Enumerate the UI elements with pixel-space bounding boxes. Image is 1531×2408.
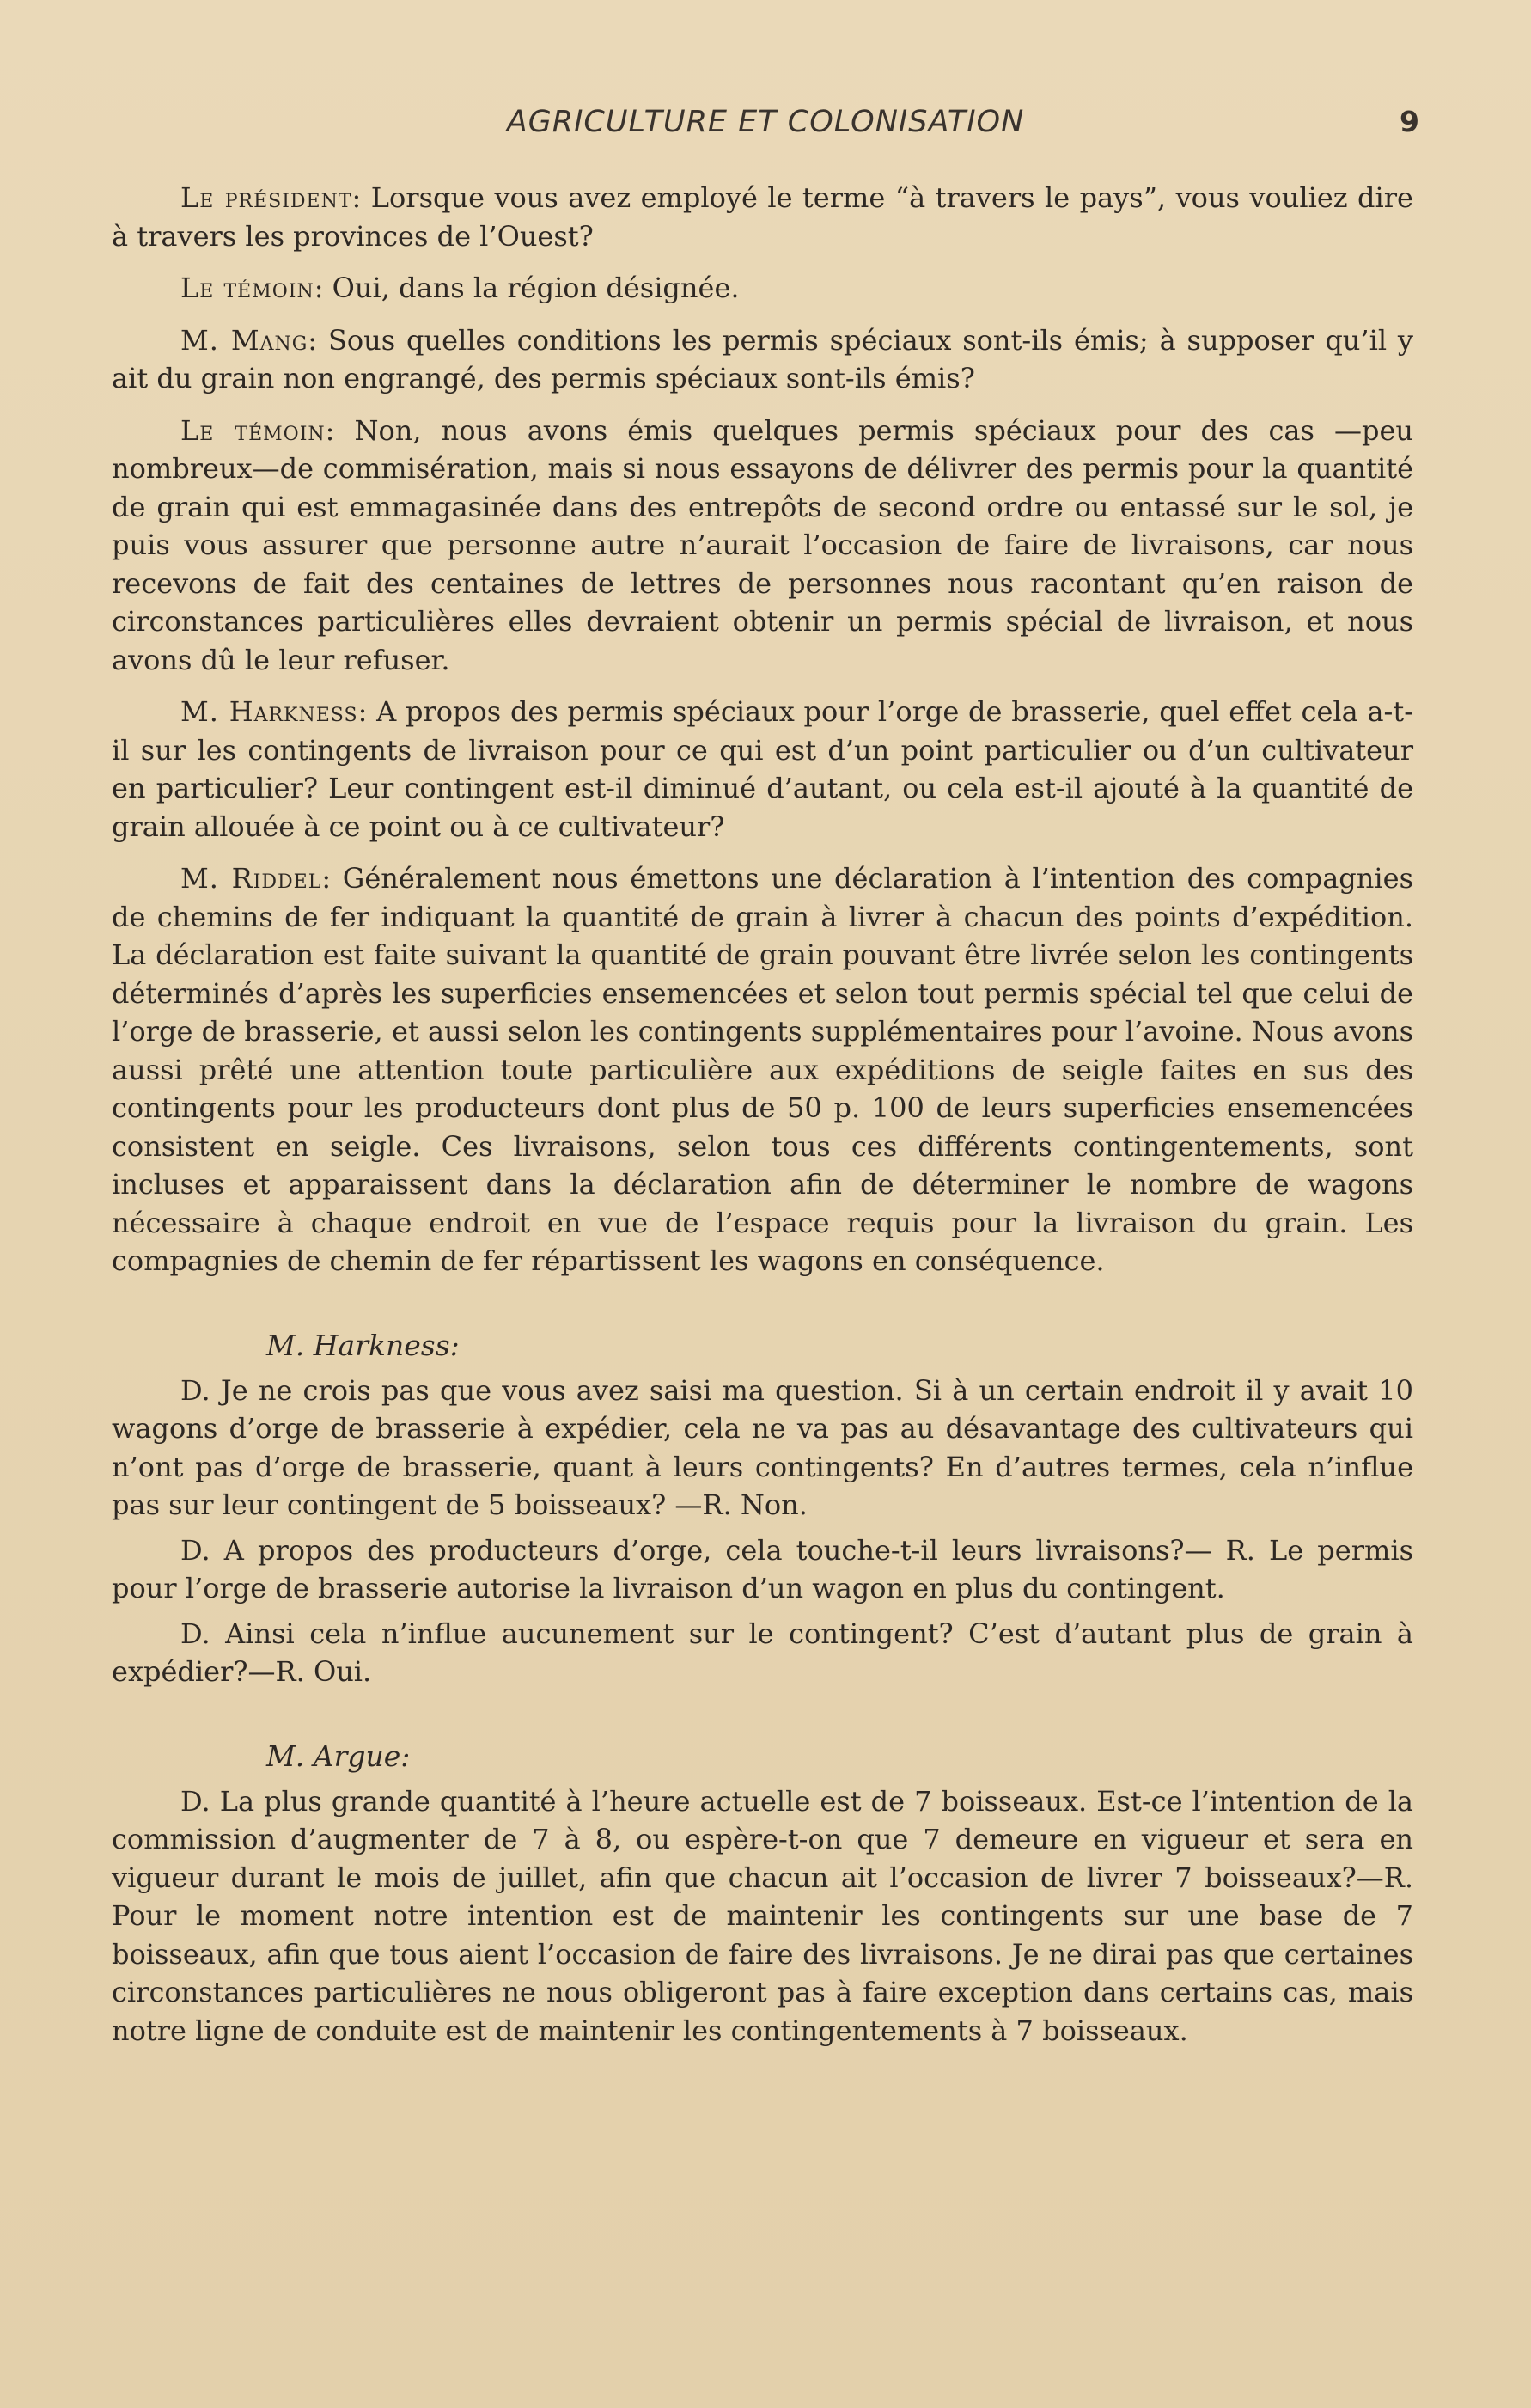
speaker-name: M. Riddel: [180, 862, 322, 895]
paragraph: [112, 269, 1413, 308]
witness-heading: M. Argue:: [266, 1739, 411, 1773]
paragraph-text: : Généralement nous émettons une déclaration à l’intention des compagnies de chemins de fer indiquant la quantité de grain à livrer à chacun des points d’expédition. La déclaration est faite suivant la quantité de grain pouvant être livrée selon les contingents déterminés d’après les superficies ensemencées et selon tout permis spécial tel que celui de l’orge de brasserie, et aussi selon les contingents supplémentaires pour l’avoine. Nous avons aussi prêté une attention toute particulière aux expéditions de seigle faites en sus des contingents pour les producteurs dont plus de 50 p. 100 de leurs superficies ensemencées consistent en seigle. Ces livraisons, selon tous ces différents contingentements, sont incluses et apparaissent dans la déclaration afin de déterminer le nombre de wagons nécessaire à chaque endroit en vue de l’espace requis pour la livraison du grain. Les compagnies de chemin de fer répartissent les wagons en conséquence.: [112, 862, 1413, 1277]
paragraph: [112, 321, 1413, 398]
paragraph-text: : Sous quelles conditions les permis spéciaux sont-ils émis; à supposer qu’il y ait du grain non engrangé, des permis spéciaux sont-ils émis?: [112, 323, 1413, 394]
document-body: [112, 179, 1413, 2057]
speaker-name: M. Mang: [180, 323, 308, 357]
paragraph: [112, 412, 1413, 680]
qa-paragraph: D. A propos des producteurs d’orge, cela touche-t-il leurs livraisons?— R. Le permis pour l’orge de brasserie autorise la livraison d’un wagon en plus du contingent.: [112, 1533, 1413, 1604]
paragraph-text: : A propos des permis spéciaux pour l’orge de brasserie, quel effet cela a-t-il sur les contingents de livraison pour ce qui est d’un point particulier ou d’un cultivateur en particulier? Leur contingent est-il diminué d’autant, ou cela est-il ajouté à la quantité de grain allouée à ce point ou à ce cultivateur?: [112, 695, 1414, 843]
speaker-name: M. Harkness: [180, 695, 358, 728]
paragraph: [112, 693, 1413, 846]
speaker-name: Le témoin: [180, 413, 326, 447]
paragraph: [112, 179, 1413, 255]
speaker-name: Le témoin: [180, 272, 314, 304]
running-title: AGRICULTURE ET COLONISATION: [506, 105, 1025, 139]
paragraph-text: : Non, nous avons émis quelques permis spéciaux pour des cas —peu nombreux—de commisération, mais si nous essayons de délivrer des permis pour la quantité de grain qui est emmagasinée dans des entrepôts de second ordre ou entassé sur le sol, je puis vous assurer que personne autre n’aurait l’occasion de faire de livraisons, car nous recevons de fait des centaines de lettres de personnes nous racontant qu’en raison de circonstances particulières elles devraient obtenir un permis spécial de livraison, et nous avons dû le leur refuser.: [112, 413, 1414, 676]
paragraph: [112, 859, 1413, 1280]
qa-paragraph: D. Ainsi cela n’influe aucunement sur le contingent? C’est d’autant plus de grain à expédier?—R. Oui.: [112, 1617, 1413, 1688]
qa-paragraph: D. Je ne crois pas que vous avez saisi ma question. Si à un certain endroit il y avait 10 wagons d’orge de brasserie à expédier, cela ne va pas au désavantage des cultivateurs qui n’ont pas d’orge de brasserie, quant à leurs contingents? En d’autres termes, cela n’influe pas sur leur contingent de 5 boisseaux? —R. Non.: [112, 1373, 1413, 1521]
paragraph-text: : Lorsque vous avez employé le terme “à travers le pays”, vous vouliez dire à travers les provinces de l’Ouest?: [112, 181, 1413, 253]
speaker-name: Le président: [180, 181, 352, 214]
qa-paragraph: D. La plus grande quantité à l’heure actuelle est de 7 boisseaux. Est-ce l’intention de la commission d’augmenter de 7 à 8, ou espère-t-on que 7 demeure en vigueur et sera en vigueur durant le mois de juillet, afin que chacun ait l’occasion de livrer 7 boisseaux?—R. Pour le moment notre intention est de maintenir les contingents sur une base de 7 boisseaux, afin que tous aient l’occasion de faire des livraisons. Je ne dirai pas que certaines circonstances particulières ne nous obligeront pas à faire exception dans certains cas, mais notre ligne de conduite est de maintenir les contingentements à 7 boisseaux.: [112, 1784, 1413, 2047]
page-header: [112, 105, 1419, 148]
witness-heading: M. Harkness:: [266, 1328, 460, 1362]
page-number: 9: [1400, 105, 1419, 138]
paragraph-text: : Oui, dans la région désignée.: [314, 272, 740, 304]
